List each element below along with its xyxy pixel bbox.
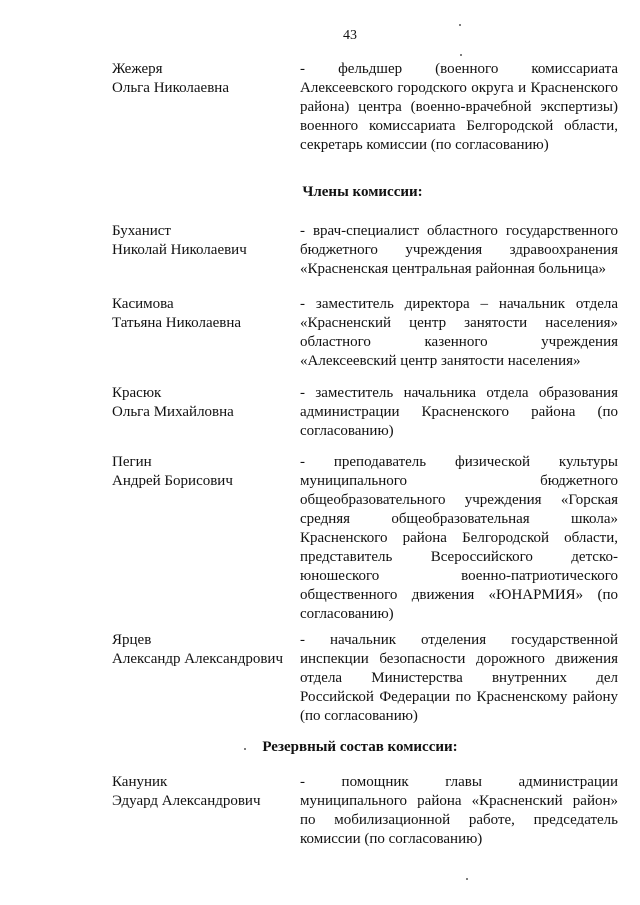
- member-given-name: Эдуард Александрович: [112, 793, 261, 809]
- member-given-name: Ольга Николаевна: [112, 80, 229, 96]
- member-position: - преподаватель физической культуры муниципального бюджетного общеобразовательного учреждения «Горская средняя общеобразовательная школа» Красненского района Белгородской области, представитель Всероссийского детско-юношеского военно-патриотического общественного движения «ЮНАРМИЯ» (по согласованию): [300, 454, 618, 622]
- member-surname: Пегин: [112, 454, 152, 470]
- member-given-name: Николай Николаевич: [112, 242, 247, 258]
- page-number: 43: [343, 28, 357, 43]
- member-name: [112, 773, 302, 811]
- member-name: [112, 222, 302, 260]
- member-name: [112, 453, 302, 491]
- member-position: - фельдшер (военного комиссариата Алексеевского городского округа и Красненского района) центра (военно-врачебной экспертизы) военного комиссариата Белгородской области, секретарь комиссии (по согласованию): [300, 61, 618, 153]
- member-surname: Касимова: [112, 296, 174, 312]
- member-surname: Красюк: [112, 385, 162, 401]
- member-surname: Жежеря: [112, 61, 163, 77]
- member-position: - начальник отделения государственной инспекции безопасности дорожного движения отдела Министерства внутренних дел Российской Федерации по Красненскому району (по согласованию): [300, 632, 618, 724]
- scan-speck: [459, 24, 461, 26]
- member-position: - помощник главы администрации муниципального района «Красненский район» по мобилизационной работе, председатель комиссии (по согласованию): [300, 774, 618, 847]
- member-given-name: Александр Александрович: [112, 651, 283, 667]
- member-given-name: Татьяна Николаевна: [112, 315, 242, 331]
- member-surname: Кануник: [112, 774, 168, 790]
- member-surname: Буханист: [112, 223, 171, 239]
- member-position: - врач-специалист областного государственного бюджетного учреждения здравоохранения «Красненская центральная районная больница»: [300, 223, 618, 277]
- member-name: [112, 384, 302, 422]
- scan-speck: [244, 748, 246, 750]
- scan-speck: [460, 54, 462, 56]
- member-name: [112, 60, 302, 98]
- member-position: - заместитель директора – начальник отдела «Красненский центр занятости населения» областного казенного учреждения «Алексеевский центр занятости населения»: [300, 296, 618, 369]
- member-name: [112, 631, 302, 669]
- members-heading: Члены комиссии:: [302, 184, 423, 200]
- member-position: - заместитель начальника отдела образования администрации Красненского района (по согласованию): [300, 385, 618, 439]
- member-given-name: Андрей Борисович: [112, 473, 233, 489]
- reserve-heading: Резервный состав комиссии:: [262, 739, 458, 755]
- member-surname: Ярцев: [112, 632, 152, 648]
- scan-speck: [466, 878, 468, 880]
- member-given-name: Ольга Михайловна: [112, 404, 234, 420]
- member-name: [112, 295, 302, 333]
